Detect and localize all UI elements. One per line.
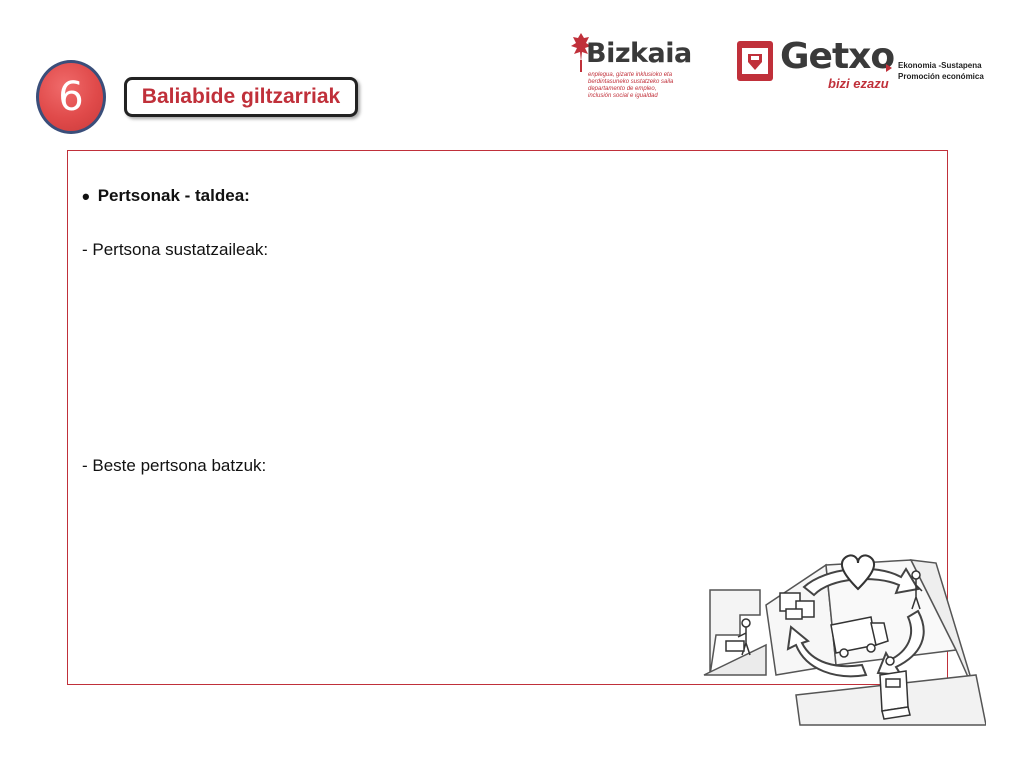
business-model-canvas-sketch-icon xyxy=(696,545,986,730)
getxo-logo xyxy=(736,38,996,98)
bizkaia-subtitle xyxy=(588,72,698,100)
list-item-promoters: - Pertsona sustatzaileak: xyxy=(82,240,269,259)
bullet-heading-text: Pertsonak - taldea: xyxy=(97,186,250,205)
bizkaia-subtitle-line: inclusión social e igualdad xyxy=(588,93,658,99)
slide-title: Baliabide giltzarriak xyxy=(141,85,341,108)
arrow-right-icon xyxy=(886,64,892,72)
bullet-icon: • xyxy=(82,183,90,209)
list-item-other-people: - Beste pertsona batzuk: xyxy=(82,456,267,475)
getxo-department xyxy=(898,60,984,82)
getxo-name: Getxo xyxy=(780,36,895,77)
bullet-heading xyxy=(82,183,250,209)
getxo-tagline: bizi ezazu xyxy=(828,76,889,91)
getxo-department-line: Promoción económica xyxy=(898,72,984,81)
step-number: 6 xyxy=(58,74,84,120)
bizkaia-subtitle-line: enplegua, gizarte inklusioko eta xyxy=(588,72,673,78)
bizkaia-subtitle-line: berdintasuneko sustatzeko saila xyxy=(588,79,674,85)
step-number-badge xyxy=(36,60,106,134)
bizkaia-logo xyxy=(570,32,700,102)
getxo-department-line: Ekonomia -Sustapena xyxy=(898,61,982,70)
getxo-crest-icon xyxy=(736,40,774,82)
slide-title-box xyxy=(124,77,358,117)
bizkaia-name: Bizkaia xyxy=(586,38,692,69)
bizkaia-subtitle-line: departamento de empleo, xyxy=(588,86,657,92)
